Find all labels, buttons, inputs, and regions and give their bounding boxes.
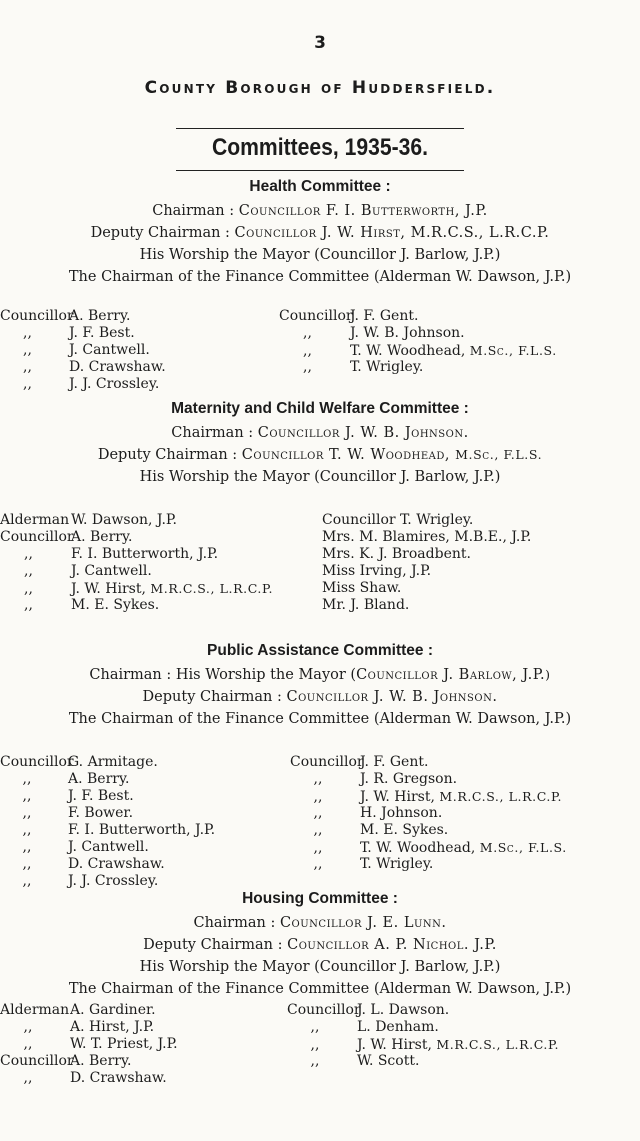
member-name: T. Wrigley. xyxy=(350,359,424,375)
member-name: J. W. Hirst, xyxy=(357,1037,437,1053)
member-entry xyxy=(290,822,567,839)
member-entry xyxy=(0,512,273,529)
member-name: J. W. Hirst, xyxy=(360,789,440,805)
member-entry xyxy=(0,856,215,873)
member-entry xyxy=(0,325,166,342)
member-name: M. E. Sykes. xyxy=(360,822,449,838)
right-member-column xyxy=(290,754,567,873)
member-name: L. Denham. xyxy=(357,1019,439,1035)
member-entry xyxy=(287,1002,559,1019)
members-block xyxy=(0,512,640,614)
member-name: J. Cantwell. xyxy=(69,342,150,358)
member-entry xyxy=(287,1019,559,1036)
member-entry xyxy=(0,580,273,597)
officer-line xyxy=(0,444,640,466)
member-title: ,, xyxy=(22,856,32,872)
member-title: ,, xyxy=(313,856,323,872)
member-name: A. Berry. xyxy=(68,771,130,787)
member-title: ,, xyxy=(313,789,323,805)
member-title: Councillor xyxy=(290,754,364,770)
member-entry xyxy=(0,1036,178,1053)
officer-line xyxy=(0,708,640,730)
member-entry xyxy=(0,546,273,563)
member-entry xyxy=(322,563,531,580)
member-entry xyxy=(279,359,557,376)
member-title: ,, xyxy=(303,325,312,341)
member-name: A. Berry. xyxy=(69,308,131,324)
member-name: D. Crawshaw. xyxy=(69,359,166,375)
officer-line xyxy=(0,912,640,934)
officer-line xyxy=(0,244,640,266)
members-block xyxy=(0,754,640,890)
right-member-column xyxy=(279,308,557,376)
officer-role: Deputy Chairman : xyxy=(142,689,287,705)
member-title: ,, xyxy=(23,342,32,358)
officer-role: His Worship the Mayor (Councillor J. Barlow, J.P.) xyxy=(139,469,501,485)
member-name: A. Berry. xyxy=(70,1053,132,1069)
officer-name: Councillor A. P. Nichol. J.P. xyxy=(287,937,497,953)
member-name: Councillor T. Wrigley. xyxy=(322,512,474,528)
member-name: F. I. Butterworth, J.P. xyxy=(68,822,216,838)
officer-line xyxy=(0,200,640,222)
committee-section xyxy=(0,890,640,1086)
member-entry xyxy=(290,771,567,788)
member-title: ,, xyxy=(310,1053,320,1069)
committee-title: Housing Committee : xyxy=(242,890,398,907)
member-name: M. E. Sykes. xyxy=(71,597,160,613)
member-entry xyxy=(0,1053,178,1070)
officer-role: Deputy Chairman : xyxy=(90,225,235,241)
member-name: F. Bower. xyxy=(68,805,134,821)
left-member-column xyxy=(0,754,215,890)
member-entry xyxy=(290,839,567,856)
member-entry xyxy=(0,1019,178,1036)
bottom-divider xyxy=(176,170,464,171)
member-entry xyxy=(0,754,215,771)
officer-name: Councillor J. E. Lunn. xyxy=(279,915,447,931)
committee-section xyxy=(0,178,640,392)
member-title: ,, xyxy=(22,822,32,838)
member-title: ,, xyxy=(310,1019,320,1035)
member-entry xyxy=(322,512,531,529)
member-entry xyxy=(290,754,567,771)
left-member-column xyxy=(0,512,273,614)
committees-title: Committees, 1935-36. xyxy=(211,134,428,161)
officer-role: Chairman : xyxy=(171,425,258,441)
member-name: D. Crawshaw. xyxy=(68,856,165,872)
member-qualifications: M.R.C.S., L.R.C.P. xyxy=(150,581,274,596)
member-entry xyxy=(0,563,273,580)
member-entry xyxy=(0,359,166,376)
right-member-column xyxy=(322,512,531,614)
member-entry xyxy=(0,376,166,393)
committee-section xyxy=(0,400,640,613)
member-name: T. W. Woodhead, xyxy=(350,343,470,359)
member-entry xyxy=(279,342,557,359)
officer-line xyxy=(0,956,640,978)
member-name: J. L. Dawson. xyxy=(357,1002,450,1018)
officer-role: The Chairman of the Finance Committee (Alderman W. Dawson, J.P.) xyxy=(68,711,572,727)
member-entry xyxy=(0,805,215,822)
member-title: ,, xyxy=(22,839,32,855)
member-name: Miss Irving, J.P. xyxy=(322,563,432,579)
member-name: J. W. Hirst, xyxy=(71,581,151,597)
member-title: ,, xyxy=(24,563,33,579)
officer-name: Councillor J. W. B. Johnson. xyxy=(257,425,469,441)
member-name: J. F. Best. xyxy=(68,788,134,804)
member-name: J. F. Gent. xyxy=(350,308,419,324)
officer-line xyxy=(0,934,640,956)
member-name: H. Johnson. xyxy=(360,805,443,821)
officer-line xyxy=(0,978,640,1000)
member-name: G. Armitage. xyxy=(68,754,158,770)
officer-role: His Worship the Mayor (Councillor J. Barlow, J.P.) xyxy=(139,959,501,975)
member-title: Alderman xyxy=(0,1002,70,1018)
member-entry xyxy=(279,308,557,325)
committee-section xyxy=(0,642,640,889)
member-title: ,, xyxy=(303,359,312,375)
officer-role: His Worship the Mayor (Councillor J. Barlow, J.P.) xyxy=(139,247,501,263)
member-name: Mr. J. Bland. xyxy=(322,597,410,613)
member-entry xyxy=(0,342,166,359)
right-member-column xyxy=(287,1002,559,1070)
officer-name: Councillor J. Barlow, J.P. xyxy=(356,667,546,683)
member-title: ,, xyxy=(313,840,323,856)
member-name: J. Cantwell. xyxy=(71,563,152,579)
committee-title: Maternity and Child Welfare Committee : xyxy=(171,400,469,417)
members-block xyxy=(0,1002,640,1087)
officer-name: Councillor F. I. Butterworth, J.P. xyxy=(238,203,488,219)
member-qualifications: M.Sc., F.L.S. xyxy=(479,840,567,855)
member-title: Councillor xyxy=(0,308,74,324)
member-qualifications: M.R.C.S., L.R.C.P. xyxy=(439,789,563,804)
member-name: J. J. Crossley. xyxy=(68,873,159,889)
officer-role: Chairman : xyxy=(152,203,239,219)
officer-line xyxy=(0,664,640,686)
officer-role: Deputy Chairman : xyxy=(97,447,242,463)
officer-line xyxy=(0,222,640,244)
member-entry xyxy=(0,822,215,839)
officer-line xyxy=(0,266,640,288)
member-title: Councillor xyxy=(0,1053,74,1069)
member-name: J. W. B. Johnson. xyxy=(350,325,465,341)
member-name: D. Crawshaw. xyxy=(70,1070,167,1086)
member-title: Councillor xyxy=(0,529,74,545)
member-name: W. T. Priest, J.P. xyxy=(70,1036,178,1052)
member-title: ,, xyxy=(23,1019,33,1035)
member-entry xyxy=(290,805,567,822)
member-name: J. Cantwell. xyxy=(68,839,149,855)
member-title: ,, xyxy=(23,1070,33,1086)
member-name: T. W. Woodhead, xyxy=(360,840,480,856)
member-title: ,, xyxy=(24,546,33,562)
member-name: Mrs. K. J. Broadbent. xyxy=(322,546,471,562)
officer-name: Councillor T. W. Woodhead, xyxy=(241,447,456,463)
member-name: J. R. Gregson. xyxy=(360,771,458,787)
member-entry xyxy=(287,1036,559,1053)
member-entry xyxy=(0,873,215,890)
member-title: Councillor xyxy=(0,754,74,770)
member-name: T. Wrigley. xyxy=(360,856,434,872)
member-title: ,, xyxy=(24,597,33,613)
officer-role: Chairman : xyxy=(193,915,280,931)
officer-role: Deputy Chairman : xyxy=(143,937,288,953)
member-entry xyxy=(287,1053,559,1070)
member-title: ,, xyxy=(313,822,323,838)
member-entry xyxy=(290,788,567,805)
member-title: ,, xyxy=(22,771,32,787)
officer-qualifications: M.Sc., F.L.S. xyxy=(455,447,543,462)
officer-qualifications: ) xyxy=(545,667,551,682)
officer-name: Councillor J. W. Hirst, M.R.C.S., L.R.C.P. xyxy=(234,225,550,241)
member-title: ,, xyxy=(23,325,32,341)
left-member-column xyxy=(0,308,166,393)
member-qualifications: M.R.C.S., L.R.C.P. xyxy=(436,1037,560,1052)
member-entry xyxy=(322,597,531,614)
member-title: ,, xyxy=(23,376,32,392)
member-entry xyxy=(290,856,567,873)
member-entry xyxy=(0,839,215,856)
member-name: A. Gardiner. xyxy=(70,1002,156,1018)
member-title: ,, xyxy=(310,1037,320,1053)
committee-title: Health Committee : xyxy=(249,178,391,195)
member-name: W. Scott. xyxy=(357,1053,420,1069)
member-entry xyxy=(0,597,273,614)
member-name: Mrs. M. Blamires, M.B.E., J.P. xyxy=(322,529,532,545)
member-entry xyxy=(0,1070,178,1087)
member-title: ,, xyxy=(313,771,323,787)
member-title: Alderman xyxy=(0,512,70,528)
members-block xyxy=(0,308,640,393)
officer-role: The Chairman of the Finance Committee (Alderman W. Dawson, J.P.) xyxy=(68,269,572,285)
member-title: ,, xyxy=(22,805,32,821)
member-title: Councillor xyxy=(287,1002,361,1018)
member-entry xyxy=(0,1002,178,1019)
officer-line xyxy=(0,686,640,708)
member-name: J. F. Gent. xyxy=(360,754,429,770)
member-title: ,, xyxy=(303,343,312,359)
member-name: F. I. Butterworth, J.P. xyxy=(71,546,219,562)
member-name: J. F. Best. xyxy=(69,325,135,341)
officer-line xyxy=(0,422,640,444)
member-title: ,, xyxy=(23,1036,33,1052)
member-entry xyxy=(322,529,531,546)
member-entry xyxy=(0,308,166,325)
member-entry xyxy=(0,771,215,788)
member-name: A. Hirst, J.P. xyxy=(70,1019,155,1035)
member-entry xyxy=(322,546,531,563)
member-entry xyxy=(322,580,531,597)
left-member-column xyxy=(0,1002,178,1087)
member-qualifications: M.Sc., F.L.S. xyxy=(469,343,557,358)
member-name: W. Dawson, J.P. xyxy=(71,512,177,528)
member-title: ,, xyxy=(23,359,32,375)
member-title: ,, xyxy=(24,581,33,597)
officer-name: Councillor J. W. B. Johnson. xyxy=(286,689,498,705)
member-title: ,, xyxy=(22,873,32,889)
page-number: 3 xyxy=(314,33,326,53)
member-title: ,, xyxy=(313,805,323,821)
top-divider xyxy=(176,128,464,129)
member-name: A. Berry. xyxy=(71,529,133,545)
member-name: J. J. Crossley. xyxy=(69,376,160,392)
officer-role: The Chairman of the Finance Committee (Alderman W. Dawson, J.P.) xyxy=(68,981,572,997)
member-entry xyxy=(279,325,557,342)
member-entry xyxy=(0,529,273,546)
committee-title: Public Assistance Committee : xyxy=(207,642,433,659)
officer-line xyxy=(0,466,640,488)
document-heading: County Borough of Huddersfield. xyxy=(144,78,496,98)
member-title: ,, xyxy=(22,788,32,804)
member-entry xyxy=(0,788,215,805)
member-name: Miss Shaw. xyxy=(322,580,402,596)
officer-role: Chairman : His Worship the Mayor ( xyxy=(89,667,357,683)
member-title: Councillor xyxy=(279,308,353,324)
